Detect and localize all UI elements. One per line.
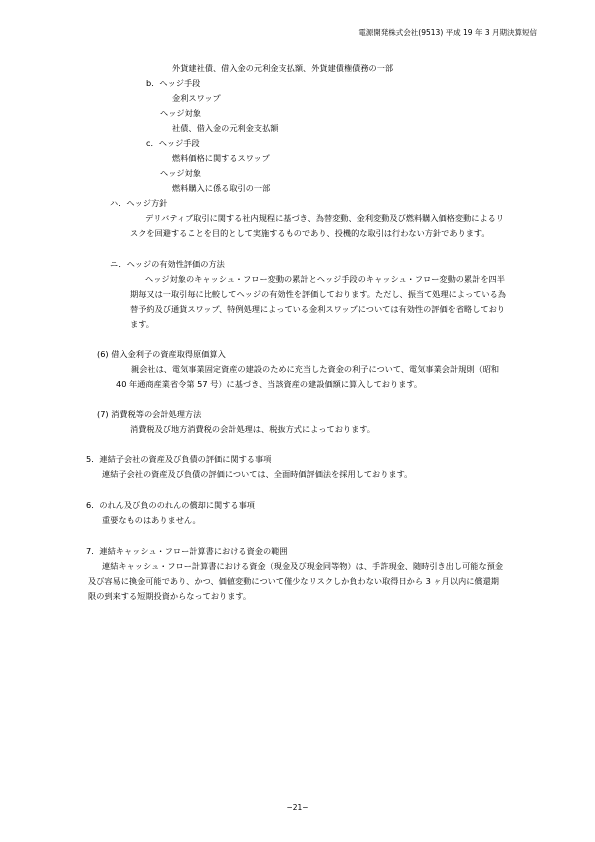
section-6-body: 親会社は、電気事業固定資産の建設のために充当した資金の利子について、電気事業会計規則（昭和 40 年通商産業省令第 57 号）に基づき、当該資産の建設価額に算入しております。 (116, 364, 500, 389)
item-7-body: 連結キャッシュ・フロー計算書における資金（現金及び現金同等物）は、手許現金、随時引き出し可能な預金及び容易に換金可能であり、かつ、価値変動について僅少なリスクしか負わない取得日から 3 ヶ月以内に償還期限の到来する短期投資からなっております。 (88, 561, 504, 601)
hedge-policy-body: デリバティブ取引に関する社内規程に基づき、為替変動、金利変動及び燃料購入価格変動によるリスクを回避することを目的として実施するものであり、投機的な取引は行わない方針であります。 (130, 213, 505, 238)
hedge-target-b-heading: ヘッジ対象 (160, 108, 201, 118)
hedge-policy-heading: ハ．ヘッジ方針 (110, 198, 168, 208)
effectiveness-heading: ニ．ヘッジの有効性評価の方法 (110, 259, 225, 269)
item-5-heading: 5．連結子会社の資産及び負債の評価に関する事項 (86, 454, 272, 464)
page-number: −21− (286, 803, 309, 812)
hedge-target-a-text: 外貨建社債、借入金の元利金支払額、外貨建債権債務の一部 (172, 63, 394, 73)
section-7-heading: (7) 消費税等の会計処理方法 (97, 409, 202, 419)
section-6-heading: (6) 借入金利子の資産取得原価算入 (97, 349, 226, 359)
hedge-means-b-text: 金利スワップ (172, 93, 221, 103)
effectiveness-body: ヘッジ対象のキャッシュ・フロー変動の累計とヘッジ手段のキャッシュ・フロー変動の累計を四半期毎又は一取引毎に比較してヘッジの有効性を評価しております。ただし、振当て処理によっている為替予約及び通貨スワップ、特例処理によっている金利スワップについては有効性の評価を省略しております。 (130, 274, 506, 329)
item-6-heading: 6．のれん及び負ののれんの償却に関する事項 (86, 500, 255, 510)
item-7-heading: 7．連結キャッシュ・フロー計算書における資金の範囲 (86, 546, 288, 556)
item-5-body: 連結子会社の資産及び負債の評価については、全面時価評価法を採用しております。 (102, 469, 413, 479)
hedge-means-c-heading: c．ヘッジ手段 (146, 138, 200, 148)
hedge-means-b-heading: b．ヘッジ手段 (146, 78, 201, 88)
hedge-means-c-text: 燃料価格に関するスワップ (172, 153, 270, 163)
document-header: 電源開発株式会社(9513) 平成 19 年 3 月期決算短信 (358, 28, 537, 37)
hedge-target-c-text: 燃料購入に係る取引の一部 (172, 183, 271, 193)
section-7-body: 消費税及び地方消費税の会計処理は、税抜方式によっております。 (130, 424, 375, 434)
item-6-body: 重要なものはありません。 (102, 515, 201, 525)
hedge-target-c-heading: ヘッジ対象 (160, 168, 201, 178)
hedge-target-b-text: 社債、借入金の元利金支払額 (172, 123, 279, 133)
